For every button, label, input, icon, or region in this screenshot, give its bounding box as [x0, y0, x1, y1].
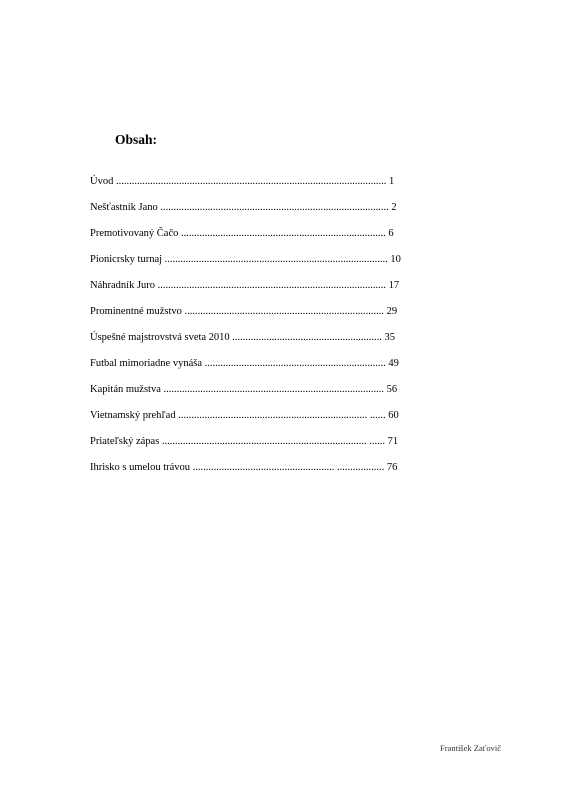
- toc-entry-nestastnik: Nešťastník Jano ....................................................................................... 2: [90, 202, 397, 213]
- toc-entry-priatelsky: Priateľský zápas .............................................................................. ...... 71: [90, 436, 399, 447]
- toc-heading: Obsah:: [115, 132, 158, 147]
- toc-entry-ihrisko: Ihrisko s umelou trávou ...................................................... .................. 76: [90, 462, 398, 473]
- toc-entry-uvod: Úvod ....................................................................................................... 1: [90, 176, 395, 187]
- toc-entry-nahradnik: Náhradník Juro ....................................................................................... 17: [90, 280, 400, 291]
- toc-entry-prominentne: Prominentné mužstvo ............................................................................ 29: [90, 306, 398, 317]
- toc-entry-uspesne: Úspešné majstrovstvá sveta 2010 ......................................................... 35: [90, 332, 396, 343]
- toc-entry-pionicrsky: Pionicrsky turnaj ..................................................................................... 10: [90, 254, 401, 265]
- toc-entry-vietnamsky: Vietnamský prehľad ........................................................................ ...... 60: [90, 410, 399, 421]
- toc-entry-kapitan: Kapitán mužstva .................................................................................... 56: [90, 384, 398, 395]
- toc-entry-futbal: Futbal mimoriadne vynáša ..................................................................... 49: [90, 358, 399, 369]
- footer-author: František Zaťovič: [440, 743, 501, 753]
- toc-entry-premotivovany: Premotivovaný Čačo .............................................................................. 6: [90, 228, 394, 239]
